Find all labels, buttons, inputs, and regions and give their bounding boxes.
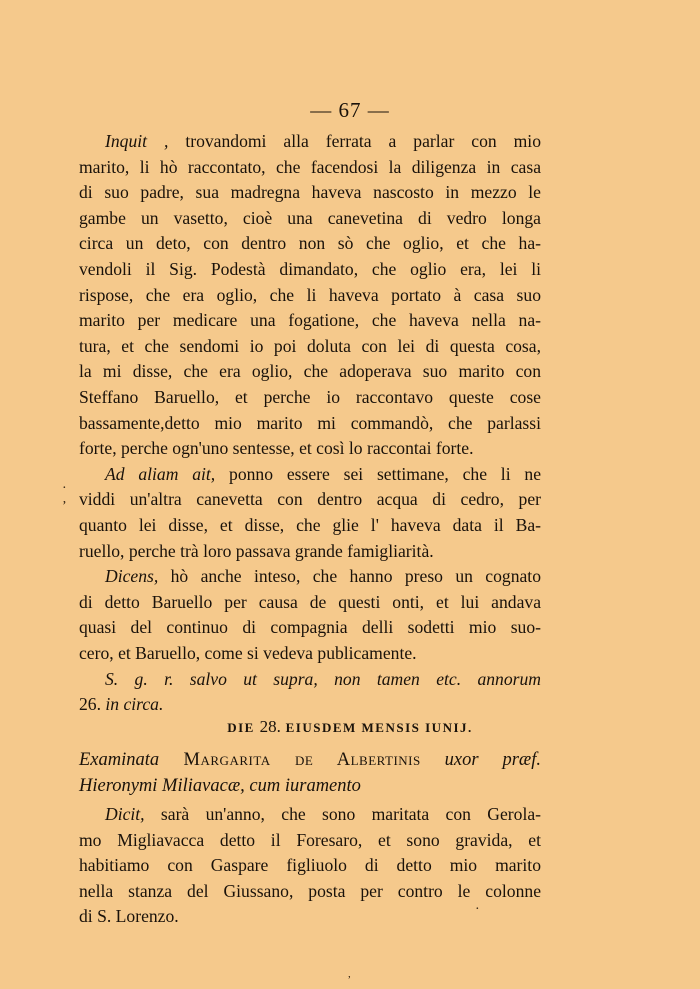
closing-formula: S. g. r. salvo ut supra, non tamen etc. annorum xyxy=(105,668,541,689)
line-text: cero, et Baruello, come si vedeva publicamente. xyxy=(79,642,417,663)
line-text: mo Migliavacca detto il Foresaro, et sono gravida, et xyxy=(79,829,541,850)
heading-day: 28. xyxy=(259,717,281,736)
line-text: di S. Lorenzo. xyxy=(79,906,179,927)
witness-role: uxor præf. xyxy=(420,750,542,770)
line-text: gambe un vasetto, cioè una canevetina di vedro longa xyxy=(79,207,541,228)
text-line xyxy=(79,129,541,155)
text-line xyxy=(79,385,541,411)
text-line xyxy=(79,590,541,616)
text-line xyxy=(79,231,541,257)
text-line xyxy=(79,283,541,309)
line-text: quasi del continuo di compagnia delli sodetti mio suo- xyxy=(79,617,541,638)
examinata-label: Examinata xyxy=(79,750,160,770)
italic-lead: Ad aliam ait, xyxy=(105,463,216,484)
paragraph-examinata xyxy=(79,748,541,799)
text-line xyxy=(79,828,541,854)
line-text: circa un deto, con dentro non sò che oglio, et che ha- xyxy=(79,233,541,254)
stray-mark: · xyxy=(62,481,67,496)
line-text: nella stanza del Giussano, posta per contro le colonne xyxy=(79,880,541,901)
text-line xyxy=(79,853,541,879)
text-line xyxy=(79,462,541,488)
text-line xyxy=(79,334,541,360)
text-line xyxy=(79,155,541,181)
age-number: 26. xyxy=(79,694,101,715)
line-text: marito per medicare una fogatione, che haveva nella na- xyxy=(79,310,541,331)
heading-die: DIE xyxy=(227,720,255,735)
text-line xyxy=(79,180,541,206)
text-line xyxy=(79,904,541,930)
stray-mark: ʼ xyxy=(62,499,67,514)
heading-month: EIUSDEM MENSIS IUNIJ. xyxy=(285,720,473,735)
line-text: di detto Baruello per causa de questi onti, et lui andava xyxy=(79,591,541,612)
line-text: hò anche inteso, che hanno preso un cognato xyxy=(158,566,541,587)
paragraph-signature xyxy=(79,667,541,718)
text-line xyxy=(79,802,541,828)
line-text: marito, li hò raccontato, che facendosi la diligenza in casa xyxy=(79,156,541,177)
paragraph-dicit xyxy=(79,802,541,930)
line-text: di suo padre, sua madregna haveva nascosto in mezzo le xyxy=(79,182,541,203)
text-line xyxy=(79,748,541,774)
line-text: ruello, perche trà loro passava grande famigliarità. xyxy=(79,540,434,561)
page-number: — 67 — xyxy=(310,98,390,122)
line-text: ponno essere sei settimane, che li ne xyxy=(215,463,541,484)
line-text: sarà un'anno, che sono maritata con Gerola- xyxy=(144,804,541,824)
text-line xyxy=(79,692,541,718)
paragraph-ad-aliam xyxy=(79,462,541,564)
text-line xyxy=(79,436,541,462)
text-line xyxy=(79,879,541,905)
paragraph-inquit xyxy=(79,129,541,462)
text-line xyxy=(79,206,541,232)
date-heading xyxy=(0,717,700,737)
witness-name: Margarita de Albertinis xyxy=(159,750,421,770)
text-line xyxy=(79,257,541,283)
line-text: trovandomi alla ferrata a parlar con mio xyxy=(168,131,541,151)
line-text: viddi un'altra canevetta con dentro acqua di cedro, per xyxy=(79,489,541,510)
text-line xyxy=(79,667,541,693)
text-line xyxy=(79,513,541,539)
text-line xyxy=(79,539,541,565)
stray-mark: , xyxy=(348,968,351,980)
line-text: quanto lei disse, et disse, che glie l' haveva data il Ba- xyxy=(79,514,541,535)
text-line xyxy=(79,641,541,667)
line-text: rispose, che era oglio, che li haveva portato à casa suo xyxy=(79,284,541,305)
witness-spouse: Hieronymi Miliavacæ, cum iuramento xyxy=(79,775,361,796)
italic-lead: Dicens, xyxy=(105,566,159,587)
text-line xyxy=(79,774,541,800)
line-text: vendoli il Sig. Podestà dimandato, che oglio era, lei li xyxy=(79,258,541,279)
text-line xyxy=(79,359,541,385)
line-text: tura, et che sendomi io poi doluta con lei di questa cosa, xyxy=(79,335,541,356)
line-text: habitiamo con Gaspare figliuolo di detto mio marito xyxy=(79,855,541,876)
line-text: bassamente,detto mio marito mi commandò, che parlassi xyxy=(79,412,541,433)
text-line xyxy=(79,615,541,641)
italic-lead: Dicit, xyxy=(105,804,145,824)
italic-lead: Inquit , xyxy=(105,131,169,151)
line-text: Steffano Baruello, et perche io raccontavo queste cose xyxy=(79,386,541,407)
text-line xyxy=(79,411,541,437)
paragraph-dicens xyxy=(79,564,541,666)
stray-mark: · xyxy=(475,902,480,917)
age-qualifier: in circa. xyxy=(101,694,164,715)
text-line xyxy=(79,487,541,513)
line-text: la mi disse, che era oglio, che adoperava suo marito con xyxy=(79,361,541,382)
text-line xyxy=(79,308,541,334)
line-text: forte, perche ogn'uno sentesse, et così lo raccontai forte. xyxy=(79,438,474,459)
text-line xyxy=(79,564,541,590)
